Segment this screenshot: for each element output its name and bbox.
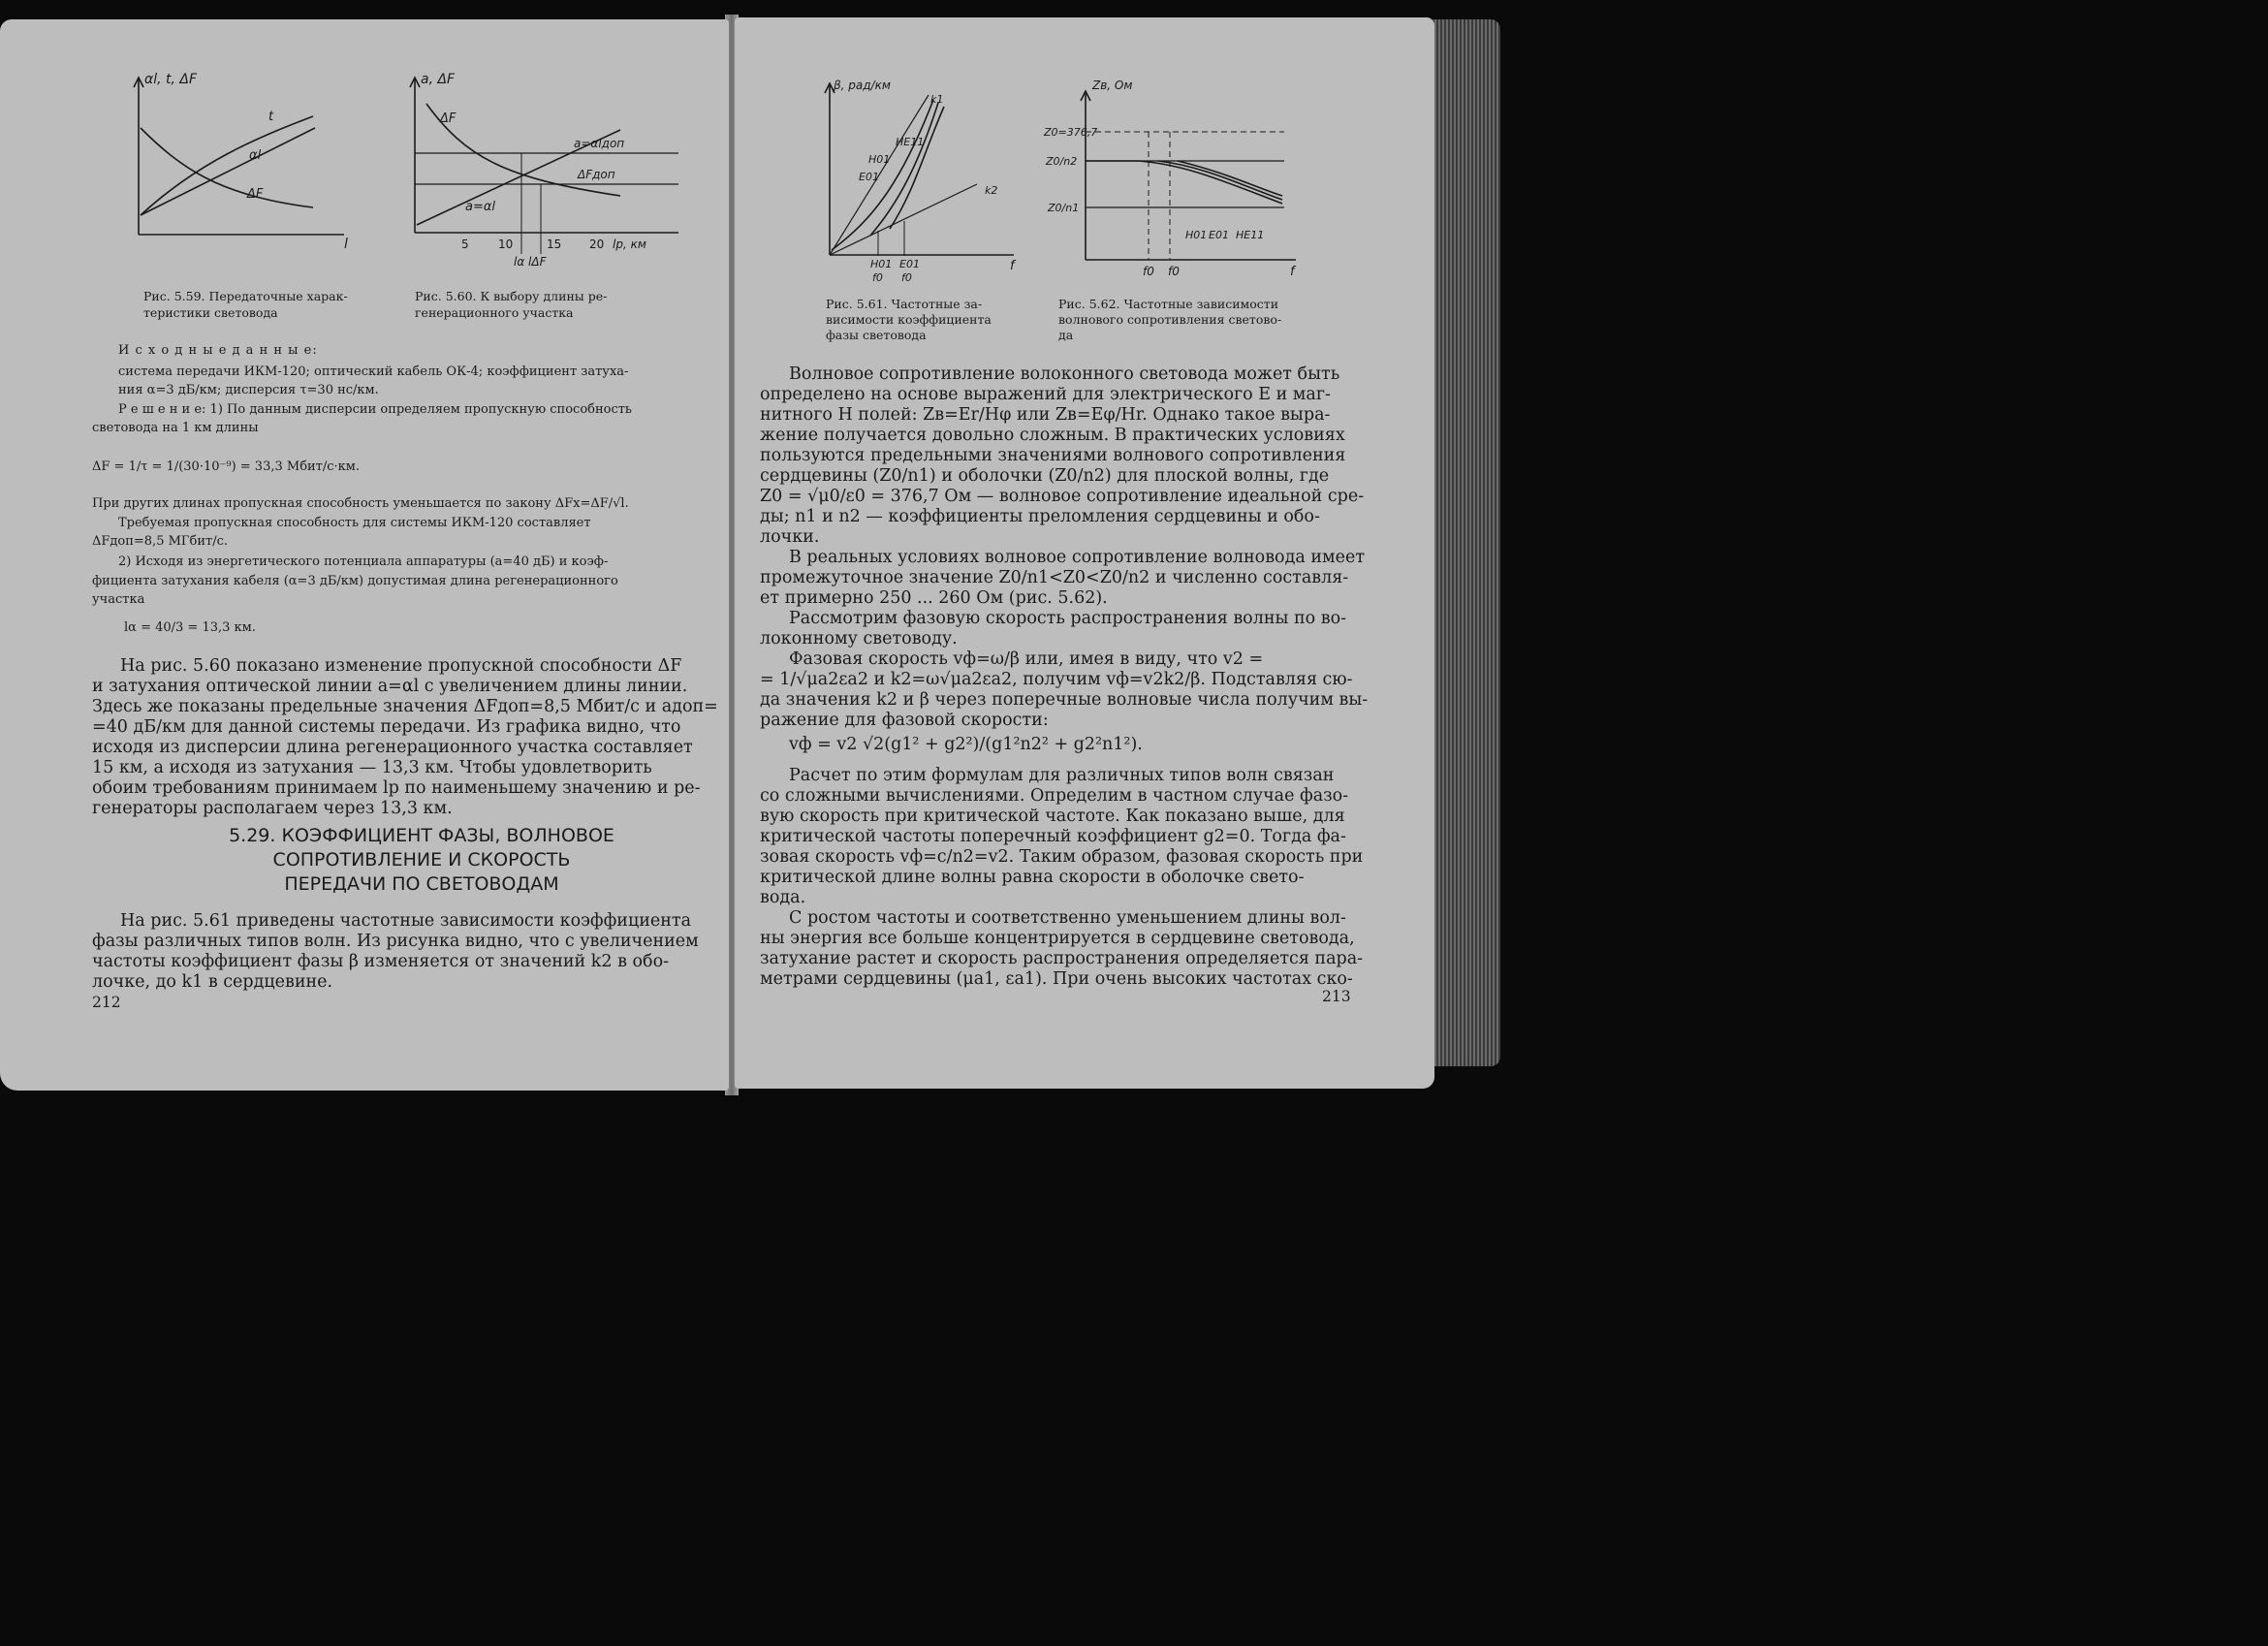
fig60-ylabel: a, ΔF bbox=[421, 72, 456, 87]
left-body-line-5: 15 км, а исходя из затухания — 13,3 км. Чтобы удовлетворить bbox=[92, 758, 652, 777]
right-body2-line-0: Расчет по этим формулам для различных типов волн связан bbox=[789, 766, 1335, 785]
book-page-edges bbox=[1433, 19, 1500, 1066]
small2-line-4: фициента затухания кабеля (α=3 дБ/км) допустимая длина регенерационного bbox=[92, 574, 618, 588]
fig62-caption-2: волнового сопротивления светово- bbox=[1058, 312, 1282, 327]
page-number-left: 212 bbox=[92, 994, 121, 1011]
fig61-mark-f0-1: f0 bbox=[872, 271, 883, 284]
right-body-line-1: определено на основе выражений для электрического E и маг- bbox=[760, 385, 1331, 404]
fig62-mark-f0-1: f0 bbox=[1143, 265, 1154, 278]
fig60-tick-15: 15 bbox=[547, 237, 562, 251]
figure-5-62 bbox=[1042, 76, 1308, 279]
fig61-label-he11: HE11 bbox=[896, 136, 925, 148]
right-body2-line-4: зовая скорость vф=c/n2=v2. Таким образом, фазовая скорость при bbox=[760, 847, 1364, 867]
left-body2-line-0: На рис. 5.61 приведены частотные зависимости коэффициента bbox=[120, 911, 692, 931]
fig61-mark-e01: E01 bbox=[899, 258, 920, 270]
right-body-line-0: Волновое сопротивление волоконного световода может быть bbox=[789, 364, 1340, 384]
right-body-line-8: лочки. bbox=[760, 527, 820, 547]
fig62-curve-3 bbox=[1178, 161, 1282, 196]
fig59-label-t: t bbox=[268, 110, 274, 124]
figure-5-60 bbox=[397, 70, 688, 273]
right-body2-line-3: критической частоты поперечный коэффициент g2=0. Тогда фа- bbox=[760, 827, 1346, 846]
left-body-line-2: Здесь же показаны предельные значения ΔFдоп=8,5 Мбит/с и aдоп= bbox=[92, 697, 718, 716]
fig60-caption-2: генерационного участка bbox=[415, 305, 574, 320]
fig59-curve-t bbox=[141, 116, 313, 215]
right-body2-line-10: метрами сердцевины (μa1, εa1). При очень высоких частотах ско- bbox=[760, 969, 1353, 989]
right-body-line-11: ет примерно 250 ... 260 Ом (рис. 5.62). bbox=[760, 588, 1108, 608]
left-body-line-7: генераторы располагаем через 13,3 км. bbox=[92, 799, 453, 818]
right-body2-line-2: вую скорость при критической частоте. Как показано выше, для bbox=[760, 807, 1345, 826]
left-body2-line-3: лочке, до k1 в сердцевине. bbox=[92, 972, 333, 992]
fig61-mark-h01: H01 bbox=[870, 258, 893, 270]
fig60-label-al: a=αl bbox=[465, 200, 496, 214]
right-body-line-5: сердцевины (Z0/n1) и оболочки (Z0/n2) для плоской волны, где bbox=[760, 466, 1330, 486]
fig61-curve-e01 bbox=[890, 107, 944, 229]
section-heading-line-1: 5.29. КОЭФФИЦИЕНТ ФАЗЫ, ВОЛНОВОЕ bbox=[229, 825, 614, 846]
right-body2-line-6: вода. bbox=[760, 888, 806, 907]
fig62-mark-f0-2: f0 bbox=[1168, 265, 1180, 278]
fig60-tick-5: 5 bbox=[461, 237, 469, 251]
right-body2-line-5: критической длине волны равна скорости в оболочке свето- bbox=[760, 868, 1305, 887]
right-body2-line-9: затухание растет и скорость распространения определяется пара- bbox=[760, 949, 1364, 968]
left-body-line-3: =40 дБ/км для данной системы передачи. Из графика видно, что bbox=[92, 717, 681, 737]
fig61-label-h01: H01 bbox=[868, 153, 891, 166]
fig61-mark-f0-2: f0 bbox=[901, 271, 912, 284]
right-body-line-14: Фазовая скорость vф=ω/β или, имея в виду, что v2 = bbox=[789, 649, 1264, 669]
fig62-curve-1 bbox=[1086, 161, 1282, 204]
fig59-curve-df bbox=[141, 128, 313, 207]
small2-line-1: Требуемая пропускная способность для системы ИКМ-120 составляет bbox=[118, 516, 591, 530]
fig59-ylabel: αl, t, ΔF bbox=[144, 72, 198, 87]
formula-length: lα = 40/3 = 13,3 км. bbox=[124, 620, 256, 635]
initial-data-heading: И с х о д н ы е д а н н ы е: bbox=[118, 343, 318, 358]
fig62-label-z0n1: Z0/n1 bbox=[1048, 202, 1080, 214]
figure-5-61 bbox=[812, 76, 1030, 289]
fig60-tick-20: 20 bbox=[589, 237, 605, 251]
fig61-caption-2: висимости коэффициента bbox=[826, 312, 992, 327]
fig62-label-z0n2: Z0/n2 bbox=[1046, 155, 1078, 168]
fig61-curve-h01 bbox=[870, 103, 938, 236]
left-body2-line-1: фазы различных типов волн. Из рисунка видно, что с увеличением bbox=[92, 932, 699, 951]
right-body-line-12: Рассмотрим фазовую скорость распространения волны по во- bbox=[789, 609, 1347, 628]
fig62-caption-1: Рис. 5.62. Частотные зависимости bbox=[1058, 297, 1279, 311]
fig61-ylabel: β, рад/км bbox=[834, 79, 891, 92]
fig59-caption-2: теристики световода bbox=[143, 305, 278, 320]
fig61-label-k1: k1 bbox=[930, 93, 944, 106]
right-body-line-7: ды; n1 и n2 — коэффициенты преломления сердцевины и обо- bbox=[760, 507, 1320, 526]
small2-line-5: участка bbox=[92, 592, 145, 607]
page-number-right: 213 bbox=[1322, 988, 1351, 1005]
right-body2-line-8: ны энергия все больше концентрируется в сердцевине световода, bbox=[760, 929, 1355, 948]
fig62-ylabel: Zв, Ом bbox=[1092, 79, 1133, 92]
left-body-line-6: обоим требованиям принимаем lр по наименьшему значению и ре- bbox=[92, 778, 701, 798]
fig60-label-adop: a=αlдоп bbox=[574, 137, 625, 150]
fig59-caption-1: Рис. 5.59. Передаточные харак- bbox=[143, 289, 348, 303]
right-body2-line-1: со сложными вычислениями. Определим в частном случае фазо- bbox=[760, 786, 1349, 806]
small-line-3: Р е ш е н и е: 1) По данным дисперсии определяем пропускную способность bbox=[118, 402, 633, 417]
fig59-xlabel: l bbox=[344, 237, 348, 252]
fig60-label-dfdop: ΔFдоп bbox=[578, 168, 615, 181]
left-body-line-1: и затухания оптической линии a=αl с увеличением длины линии. bbox=[92, 677, 688, 696]
right-body-line-3: жение получается довольно сложным. В практических условиях bbox=[760, 426, 1345, 445]
fig59-label-df: ΔF bbox=[247, 187, 264, 202]
right-body-line-13: локонному световоду. bbox=[760, 629, 958, 649]
small-line-1: система передачи ИКМ-120; оптический кабель ОК-4; коэффициент затуха- bbox=[118, 364, 629, 379]
small-line-4: световода на 1 км длины bbox=[92, 421, 259, 435]
fig62-caption-3: да bbox=[1058, 328, 1074, 342]
section-heading-line-3: ПЕРЕДАЧИ ПО СВЕТОВОДАМ bbox=[284, 873, 559, 895]
left-body-line-4: исходя из дисперсии длина регенерационного участка составляет bbox=[92, 738, 693, 757]
left-body2-line-2: частоты коэффициент фазы β изменяется от значений k2 в обо- bbox=[92, 952, 670, 971]
right-body-line-2: нитного H полей: Zв=Er/Hφ или Zв=Eφ/Hr. Однако такое выра- bbox=[760, 405, 1331, 425]
fig62-label-e01: E01 bbox=[1209, 229, 1229, 241]
fig60-label-df: ΔF bbox=[440, 111, 457, 126]
right-body-line-15: = 1/√μa2εa2 и k2=ω√μa2εa2, получим vф=v2k2/β. Подставляя сю- bbox=[760, 670, 1353, 689]
fig60-caption-1: Рис. 5.60. К выбору длины ре- bbox=[415, 289, 608, 303]
fig61-caption-3: фазы световода bbox=[826, 328, 927, 342]
fig60-bottom-marks: lα lΔF bbox=[514, 255, 547, 269]
small-line-2: ния α=3 дБ/км; дисперсия τ=30 нс/км. bbox=[118, 383, 379, 397]
fig59-curve-al bbox=[141, 128, 315, 215]
fig61-label-k2: k2 bbox=[985, 184, 998, 197]
right-body-line-4: пользуются предельными значениями волнового сопротивления bbox=[760, 446, 1346, 465]
right-body-line-16: да значения k2 и β через поперечные волновые числа получим вы- bbox=[760, 690, 1369, 710]
right-body-line-17: ражение для фазовой скорости: bbox=[760, 711, 1049, 730]
fig61-label-e01: E01 bbox=[859, 171, 879, 183]
fig61-xlabel: f bbox=[1010, 259, 1015, 273]
fig62-label-z0: Z0=376,7 bbox=[1044, 126, 1098, 139]
right-body-line-6: Z0 = √μ0/ε0 = 376,7 Ом — волновое сопротивление идеальной сре- bbox=[760, 487, 1365, 506]
right-body2-line-7: С ростом частоты и соответственно уменьшением длины вол- bbox=[789, 908, 1346, 928]
phase-velocity-formula: vф = v2 √2(g1² + g2²)/(g1²n2² + g2²n1²). bbox=[789, 735, 1143, 754]
right-body-line-10: промежуточное значение Z0/n1<Z0<Z0/n2 и численно составля- bbox=[760, 568, 1349, 587]
fig60-tick-10: 10 bbox=[498, 237, 514, 251]
fig62-label-he11: HE11 bbox=[1236, 229, 1265, 241]
formula-bandwidth: ΔF = 1/τ = 1/(30·10⁻⁹) = 33,3 Мбит/с·км. bbox=[92, 459, 361, 474]
figure-5-59 bbox=[121, 70, 363, 264]
fig61-caption-1: Рис. 5.61. Частотные за- bbox=[826, 297, 983, 311]
small2-line-3: 2) Исходя из энергетического потенциала аппаратуры (a=40 дБ) и коэф- bbox=[118, 554, 609, 569]
right-body-line-9: В реальных условиях волновое сопротивление волновода имеет bbox=[789, 548, 1366, 567]
section-heading-line-2: СОПРОТИВЛЕНИЕ И СКОРОСТЬ bbox=[272, 849, 571, 870]
small2-line-0: При других длинах пропускная способность уменьшается по закону ΔFx=ΔF/√l. bbox=[92, 496, 629, 511]
small2-line-2: ΔFдоп=8,5 МГбит/с. bbox=[92, 534, 228, 549]
fig60-xlabel: lр, км bbox=[613, 237, 646, 251]
fig62-label-h01: H01 bbox=[1185, 229, 1208, 241]
left-body-line-0: На рис. 5.60 показано изменение пропускной способности ΔF bbox=[120, 656, 682, 676]
fig62-xlabel: f bbox=[1290, 265, 1295, 279]
fig59-label-al: αl bbox=[249, 148, 262, 163]
